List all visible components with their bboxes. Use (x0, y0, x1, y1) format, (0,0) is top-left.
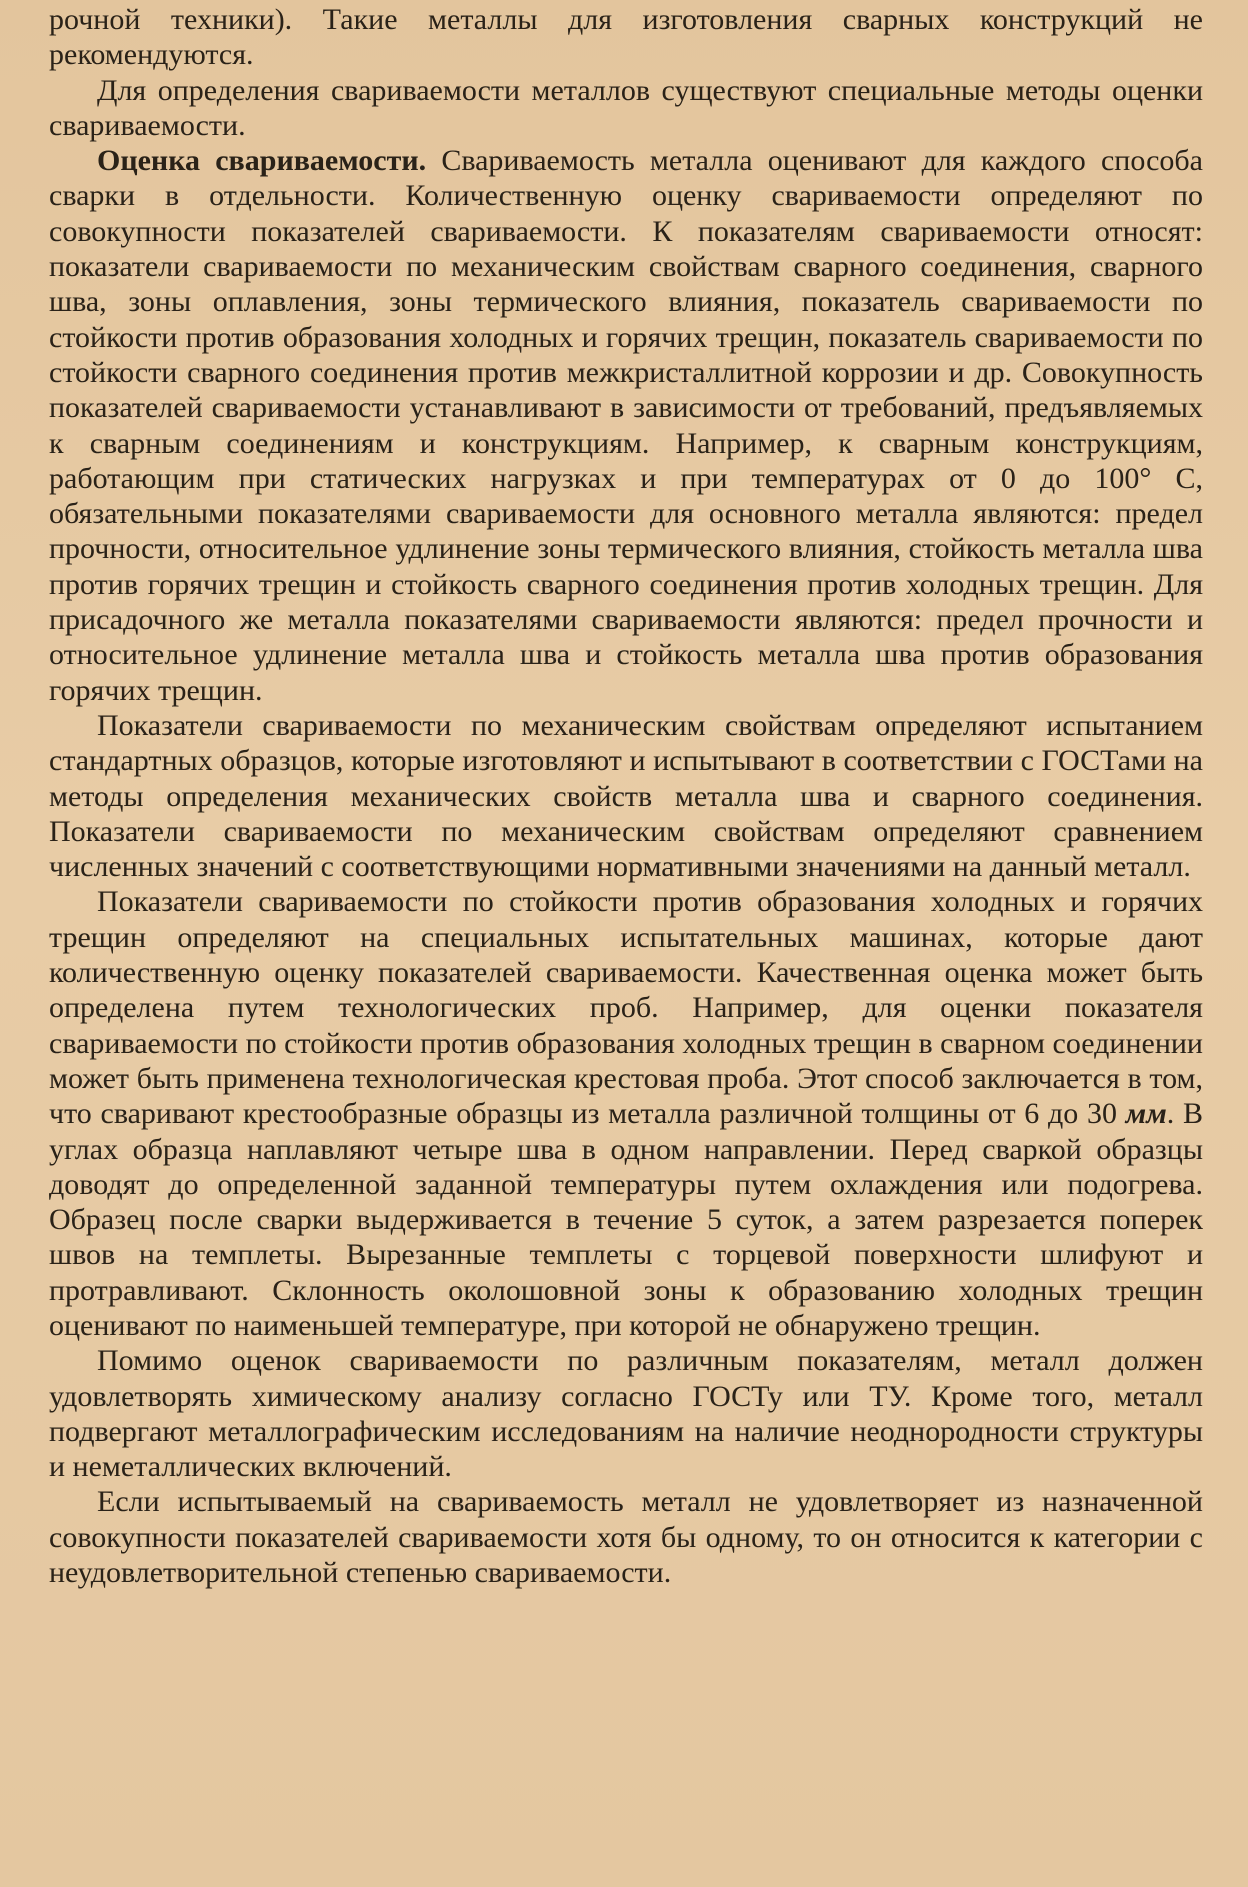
paragraph-mechanical-properties: Показатели свариваемости по механическим свойствам определяют испытанием стандартных образцов, которые изготовляют и испытывают в соответствии с ГОСТами на методы определения механических свойств металла шва и сварного соединения. Показатели свариваемости по механическим свойствам определяют сравнением численных значений с соответствующими нормативными значениями на данный металл. (49, 708, 1203, 884)
paragraph-body: Свариваемость металла оценивают для каждого способа сварки в отдельности. Количественную оценку свариваемости определяют по совокупности показателей свариваемости. К показателям свариваемости относят: показатели свариваемости по механическим свойствам сварного соединения, сварного шва, зоны оплавления, зоны термического влияния, показатель свариваемости по стойкости против образования холодных и горячих трещин, показатель свариваемости по стойкости сварного соединения против межкристаллитной коррозии и др. Совокупность показателей свариваемости устанавливают в зависимости от требований, предъявляемых к сварным соединениям и конструкциям. Например, к сварным конструкциям, работающим при статических нагрузках и при температурах от 0 до 100° С, обязательными показателями свариваемости для основного металла являются: предел прочности, относительное удлинение зоны термического влияния, стойкость металла шва против горячих трещин и стойкость сварного соединения против холодных трещин. Для присадочного же металла показателями свариваемости являются: предел прочности и относительное удлинение металла шва и стойкость металла шва против образования горячих трещин. (49, 144, 1203, 707)
paragraph-body: Показатели свариваемости по стойкости против образования холодных и горячих трещин определяют на специальных испытательных машинах, которые дают количественную оценку показателей свариваемости. Качественная оценка может быть определена путем технологических проб. Например, для оценки показателя свариваемости по стойкости против образования холодных трещин в сварном соединении может быть применена технологическая крестовая проба. Этот способ заключается в том, что сваривают крестообразные образцы из металла различной толщины от 6 до 30 (49, 885, 1203, 1131)
section-heading: Оценка свариваемости. (97, 144, 427, 178)
paragraph-body-continued: . В углах образца наплавляют четыре шва в одном направлении. Перед сваркой образцы доводят до определенной заданной температуры путем охлаждения или подогрева. Образец после сварки выдерживается в течение 5 суток, а затем разрезается поперек швов на темплеты. Вырезанные темплеты с торцевой поверхности шлифуют и протравливают. Склонность околошовной зоны к образованию холодных трещин оценивают по наименьшей температуре, при которой не обнаружено трещин. (49, 1097, 1203, 1342)
unit-mm: мм (1125, 1097, 1167, 1131)
paragraph-weldability-assessment (49, 143, 1203, 708)
paragraph-unsatisfactory: Если испытываемый на свариваемость металл не удовлетворяет из назначенной совокупности показателей свариваемости хотя бы одному, то он относится к категории с неудовлетворительной степенью свариваемости. (49, 1485, 1203, 1590)
paragraph-crack-resistance (49, 884, 1203, 1343)
paragraph-chemical-analysis: Помимо оценок свариваемости по различным показателям, металл должен удовлетворять химическому анализу согласно ГОСТу или ТУ. Кроме того, металл подвергают металлографическим исследованиям на наличие неоднородности структуры и неметаллических включений. (49, 1344, 1203, 1484)
paragraph-weldability-methods: Для определения свариваемости металлов существуют специальные методы оценки свариваемости. (49, 73, 1203, 142)
paragraph-continuation: рочной техники). Такие металлы для изготовления сварных конструкций не рекомендуются. (49, 3, 1203, 72)
